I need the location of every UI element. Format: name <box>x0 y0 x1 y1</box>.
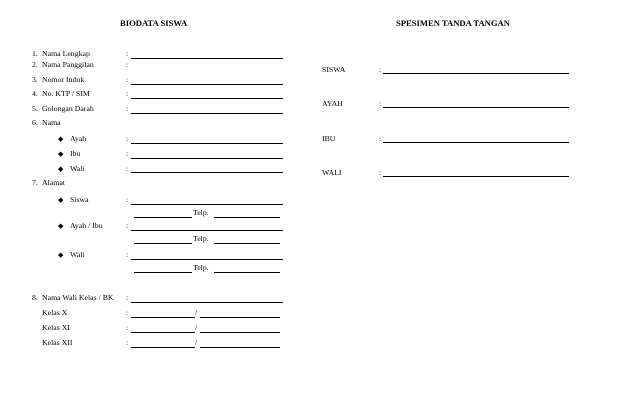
fill-line <box>214 243 280 244</box>
telp-label: Telp. <box>193 208 209 217</box>
fill-line <box>131 259 283 260</box>
item-number: 8. <box>32 293 38 302</box>
colon: : <box>126 221 129 230</box>
item-number: 5. <box>32 104 38 113</box>
colon: : <box>379 65 382 74</box>
telp-label: Telp. <box>193 234 209 243</box>
colon: : <box>126 75 129 84</box>
signature-line <box>383 107 569 108</box>
sub-label-wali: Wali <box>70 250 85 259</box>
fill-line <box>131 158 283 159</box>
sub-label-ayah-ibu: Ayah / Ibu <box>70 221 103 230</box>
item-number: 6. <box>32 118 38 127</box>
item-label-wali-kelas: Nama Wali Kelas / BK <box>42 293 114 302</box>
diamond-bullet-icon: ◆ <box>58 222 64 230</box>
diamond-bullet-icon: ◆ <box>58 251 64 259</box>
item-label-nama-lengkap: Nama Lengkap <box>42 49 90 58</box>
signature-line <box>383 142 569 143</box>
colon: : <box>126 323 129 332</box>
fill-line <box>131 113 283 114</box>
item-label-nomor-induk: Nomor Induk <box>42 75 85 84</box>
fill-line <box>131 230 283 231</box>
colon: : <box>126 134 129 143</box>
fill-line <box>134 243 192 244</box>
colon: : <box>126 60 129 69</box>
fill-line <box>131 302 283 303</box>
diamond-bullet-icon: ◆ <box>58 165 64 173</box>
item-number: 2. <box>32 60 38 69</box>
fill-line <box>200 317 280 318</box>
spesimen-label-ibu: IBU <box>322 134 336 143</box>
item-label-alamat: Alamat <box>42 178 65 187</box>
sub-label-ayah: Ayah <box>70 134 87 143</box>
fill-line <box>200 347 280 348</box>
slash: / <box>195 308 198 317</box>
item-label-golongan-darah: Golongan Darah <box>42 104 94 113</box>
item-number: 1. <box>32 49 38 58</box>
fill-line <box>131 347 195 348</box>
fill-line <box>131 332 195 333</box>
slash: / <box>195 323 198 332</box>
colon: : <box>126 293 129 302</box>
colon: : <box>379 168 382 177</box>
item-number: 3. <box>32 75 38 84</box>
fill-line <box>200 332 280 333</box>
fill-line <box>131 143 283 144</box>
fill-line <box>134 272 192 273</box>
fill-line <box>214 217 280 218</box>
kelas-label-x: Kelas X <box>42 308 68 317</box>
slash: / <box>195 338 198 347</box>
telp-label: Telp. <box>193 263 209 272</box>
colon: : <box>126 250 129 259</box>
kelas-label-xii: Kelas XII <box>42 338 73 347</box>
colon: : <box>126 308 129 317</box>
colon: : <box>379 134 382 143</box>
biodata-title: BIODATA SISWA <box>120 18 188 28</box>
fill-line <box>131 84 283 85</box>
kelas-label-xi: Kelas XI <box>42 323 70 332</box>
signature-line <box>383 176 569 177</box>
colon: : <box>126 164 129 173</box>
item-number: 7. <box>32 178 38 187</box>
item-label-nama-panggilan: Nama Panggilan <box>42 60 94 69</box>
signature-line <box>383 73 569 74</box>
fill-line <box>134 217 192 218</box>
sub-label-siswa: Siswa <box>70 195 89 204</box>
item-label-nama: Nama <box>42 118 61 127</box>
fill-line <box>131 58 283 59</box>
fill-line <box>131 172 283 173</box>
diamond-bullet-icon: ◆ <box>58 135 64 143</box>
colon: : <box>126 49 129 58</box>
diamond-bullet-icon: ◆ <box>58 150 64 158</box>
fill-line <box>131 204 283 205</box>
item-label-no-ktp-sim: No. KTP / SIM <box>42 89 90 98</box>
fill-line <box>131 317 195 318</box>
diamond-bullet-icon: ◆ <box>58 196 64 204</box>
sub-label-wali: Wali <box>70 164 85 173</box>
item-number: 4. <box>32 89 38 98</box>
colon: : <box>126 104 129 113</box>
spesimen-title: SPESIMEN TANDA TANGAN <box>396 18 510 28</box>
fill-line <box>131 98 283 99</box>
spesimen-label-ayah: AYAH <box>322 99 343 108</box>
colon: : <box>126 149 129 158</box>
fill-line <box>214 272 280 273</box>
spesimen-label-wali: WALI <box>322 168 342 177</box>
sub-label-ibu: Ibu <box>70 149 81 158</box>
colon: : <box>379 99 382 108</box>
spesimen-label-siswa: SISWA <box>322 65 346 74</box>
colon: : <box>126 195 129 204</box>
colon: : <box>126 338 129 347</box>
colon: : <box>126 89 129 98</box>
